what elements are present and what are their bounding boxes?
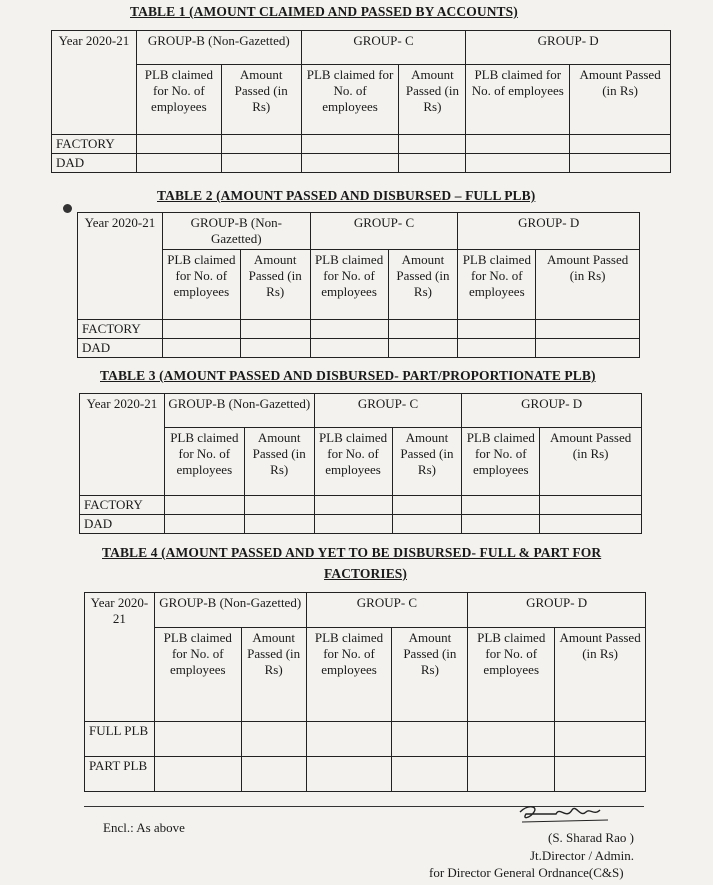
plb-claimed-header: PLB claimed for No. of employees — [462, 428, 540, 496]
plb-claimed-header: PLB claimed for No. of employees — [314, 428, 392, 496]
row-label: DAD — [78, 339, 163, 358]
table-cell — [458, 339, 536, 358]
amount-passed-header: Amount Passed (in Rs) — [221, 65, 301, 135]
year-header: Year 2020-21 — [78, 213, 163, 320]
signature-mark — [516, 800, 616, 828]
signatory-name: (S. Sharad Rao ) — [548, 830, 634, 845]
year-header: Year 2020-21 — [52, 31, 137, 135]
table-cell — [301, 135, 399, 154]
amount-passed-header: Amount Passed (in Rs) — [555, 628, 646, 722]
table-cell — [240, 320, 310, 339]
year-header: Year 2020-21 — [85, 593, 155, 722]
table-cell — [540, 515, 642, 534]
group-c-header: GROUP- C — [301, 31, 466, 65]
amount-passed-header: Amount Passed (in Rs) — [392, 428, 462, 496]
table-cell — [555, 757, 646, 792]
table4-title-line2: FACTORIES) — [324, 566, 408, 581]
table-cell — [399, 154, 466, 173]
table-cell — [241, 757, 306, 792]
table-cell — [136, 135, 221, 154]
table-cell — [164, 496, 244, 515]
amount-passed-header: Amount Passed (in Rs) — [536, 250, 640, 320]
table-cell — [136, 154, 221, 173]
table-cell — [458, 320, 536, 339]
group-d-header: GROUP- D — [466, 31, 671, 65]
table4 — [84, 592, 646, 792]
group-b-header: GROUP-B (Non-Gazetted) — [136, 31, 301, 65]
table-cell — [462, 515, 540, 534]
table-cell — [462, 496, 540, 515]
table-cell — [399, 135, 466, 154]
table-cell — [240, 339, 310, 358]
year-header: Year 2020-21 — [80, 394, 165, 496]
group-c-header: GROUP- C — [306, 593, 468, 628]
table-cell — [244, 496, 314, 515]
group-c-header: GROUP- C — [314, 394, 462, 428]
amount-passed-header: Amount Passed (in Rs) — [392, 628, 468, 722]
table-cell — [154, 757, 241, 792]
table-cell — [388, 320, 458, 339]
table-cell — [540, 496, 642, 515]
table-cell — [468, 757, 555, 792]
amount-passed-header: Amount Passed (in Rs) — [241, 628, 306, 722]
table-cell — [392, 496, 462, 515]
table-cell — [468, 722, 555, 757]
table-cell — [310, 320, 388, 339]
plb-claimed-header: PLB claimed for No. of employees — [458, 250, 536, 320]
table-cell — [314, 496, 392, 515]
table-cell — [555, 722, 646, 757]
group-d-header: GROUP- D — [462, 394, 642, 428]
table-cell — [162, 339, 240, 358]
group-d-header: GROUP- D — [468, 593, 646, 628]
row-label: PART PLB — [85, 757, 155, 792]
table3 — [79, 393, 642, 534]
table-cell — [570, 154, 671, 173]
table-cell — [221, 135, 301, 154]
table-cell — [466, 154, 570, 173]
table-cell — [392, 722, 468, 757]
amount-passed-header: Amount Passed (in Rs) — [244, 428, 314, 496]
plb-claimed-header: PLB claimed for No. of employees — [306, 628, 392, 722]
table3-title: TABLE 3 (AMOUNT PASSED AND DISBURSED- PART/PROPORTIONATE PLB) — [100, 368, 596, 383]
table-cell — [164, 515, 244, 534]
table-cell — [536, 320, 640, 339]
enclosure-note: Encl.: As above — [103, 820, 185, 835]
row-label: FACTORY — [52, 135, 137, 154]
row-label: DAD — [52, 154, 137, 173]
plb-claimed-header: PLB claimed for No. of employees — [466, 65, 570, 135]
group-c-header: GROUP- C — [310, 213, 458, 250]
table-cell — [241, 722, 306, 757]
row-label: DAD — [80, 515, 165, 534]
plb-claimed-header: PLB claimed for No. of employees — [164, 428, 244, 496]
table-cell — [392, 515, 462, 534]
plb-claimed-header: PLB claimed for No. of employees — [310, 250, 388, 320]
row-label: FACTORY — [80, 496, 165, 515]
amount-passed-header: Amount Passed (in Rs) — [540, 428, 642, 496]
table-cell — [306, 722, 392, 757]
row-label: FULL PLB — [85, 722, 155, 757]
table-cell — [306, 757, 392, 792]
signatory-office: for Director General Ordnance(C&S) — [429, 865, 624, 880]
group-b-header: GROUP-B (Non-Gazetted) — [164, 394, 314, 428]
group-b-header: GROUP-B (Non-Gazetted) — [162, 213, 310, 250]
table-cell — [162, 320, 240, 339]
amount-passed-header: Amount Passed (in Rs) — [240, 250, 310, 320]
table2-title: TABLE 2 (AMOUNT PASSED AND DISBURSED – FULL PLB) — [157, 188, 536, 203]
table1 — [51, 30, 671, 173]
table-cell — [392, 757, 468, 792]
plb-claimed-header: PLB claimed for No. of employees — [468, 628, 555, 722]
plb-claimed-header: PLB claimed for No. of employees — [136, 65, 221, 135]
plb-claimed-header: PLB claimed for No. of employees — [301, 65, 399, 135]
table2 — [77, 212, 640, 358]
table-cell — [314, 515, 392, 534]
signatory-designation: Jt.Director / Admin. — [530, 848, 634, 863]
plb-claimed-header: PLB claimed for No. of employees — [162, 250, 240, 320]
table-cell — [570, 135, 671, 154]
amount-passed-header: Amount Passed (in Rs) — [388, 250, 458, 320]
table-cell — [536, 339, 640, 358]
table-cell — [301, 154, 399, 173]
table1-title: TABLE 1 (AMOUNT CLAIMED AND PASSED BY ACCOUNTS) — [130, 4, 518, 19]
table-cell — [244, 515, 314, 534]
table-cell — [466, 135, 570, 154]
group-b-header: GROUP-B (Non-Gazetted) — [154, 593, 306, 628]
row-label: FACTORY — [78, 320, 163, 339]
table4-title-line1: TABLE 4 (AMOUNT PASSED AND YET TO BE DISBURSED- FULL & PART FOR — [102, 545, 602, 560]
amount-passed-header: Amount Passed (in Rs) — [399, 65, 466, 135]
table-cell — [221, 154, 301, 173]
plb-claimed-header: PLB claimed for No. of employees — [154, 628, 241, 722]
table-cell — [154, 722, 241, 757]
amount-passed-header: Amount Passed (in Rs) — [570, 65, 671, 135]
table-cell — [388, 339, 458, 358]
punch-mark — [63, 204, 72, 213]
group-d-header: GROUP- D — [458, 213, 640, 250]
table-cell — [310, 339, 388, 358]
